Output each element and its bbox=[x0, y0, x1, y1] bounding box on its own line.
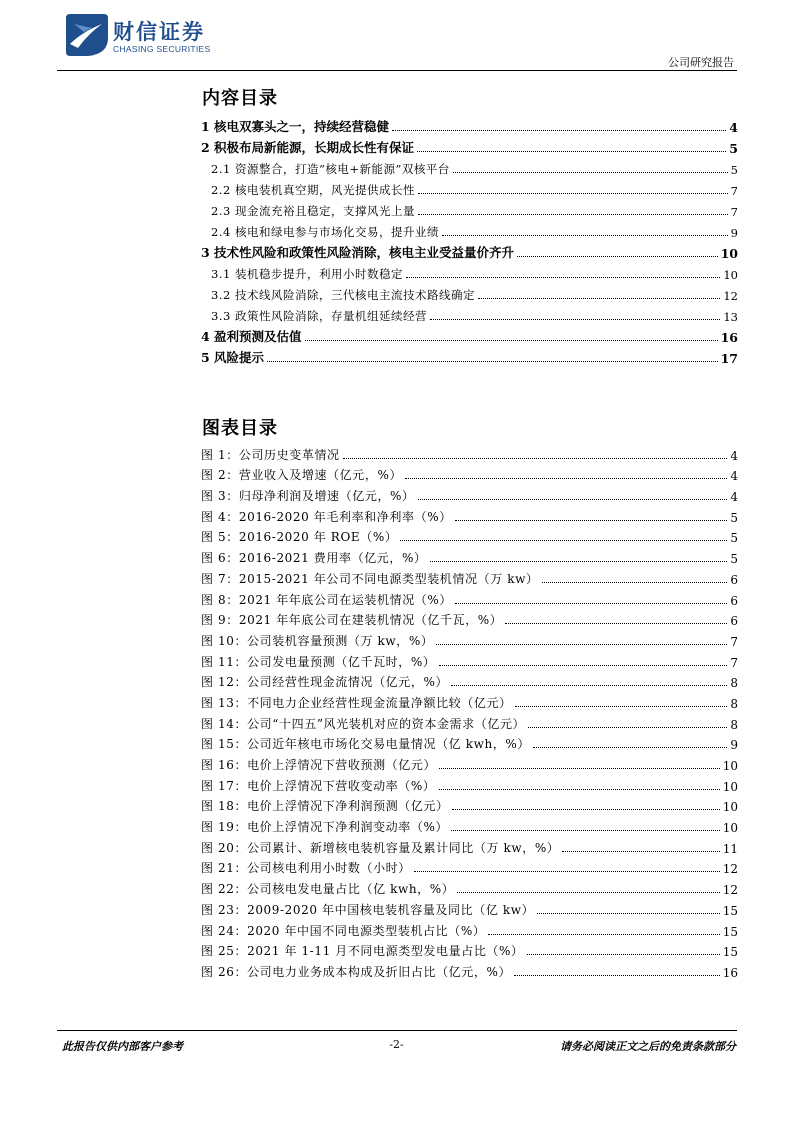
entry-page-number: 5 bbox=[730, 510, 738, 525]
entry-label: 1 核电双寡头之一，持续经营稳健 bbox=[201, 119, 390, 134]
entry-page-number: 12 bbox=[722, 883, 738, 898]
entry-label: 5 风险提示 bbox=[201, 350, 265, 365]
entry-page-number: 7 bbox=[730, 205, 738, 219]
entry-page-number: 6 bbox=[730, 593, 738, 608]
entry-page-number: 12 bbox=[723, 289, 738, 303]
entry-page-number: 8 bbox=[730, 696, 738, 711]
entry-page-number: 5 bbox=[730, 552, 738, 567]
toc-entry[interactable] bbox=[201, 135, 738, 156]
figure-entry[interactable] bbox=[201, 752, 738, 773]
entry-label: 3.1 装机稳步提升，利用小时数稳定 bbox=[211, 267, 403, 281]
dot-leader bbox=[455, 603, 727, 604]
entry-page-number: 10 bbox=[722, 759, 738, 773]
dot-leader bbox=[455, 520, 728, 521]
entry-page-number: 9 bbox=[730, 738, 738, 753]
entry-page-number: 16 bbox=[722, 965, 738, 980]
dot-leader bbox=[451, 685, 727, 686]
figure-entry[interactable] bbox=[201, 732, 738, 753]
figure-entry[interactable] bbox=[201, 918, 738, 939]
figure-entry[interactable] bbox=[201, 649, 738, 670]
entry-label: 图 10：公司装机容量预测（万 kw，%） bbox=[201, 633, 434, 648]
figure-entry[interactable] bbox=[201, 959, 738, 980]
entry-page-number: 7 bbox=[730, 655, 738, 670]
entry-label: 2 积极布局新能源，长期成长性有保证 bbox=[201, 140, 415, 155]
entry-page-number: 8 bbox=[730, 676, 738, 691]
entry-page-number: 6 bbox=[730, 614, 738, 629]
footer-disclaimer-left: 此报告仅供内部客户参考 bbox=[62, 1040, 183, 1053]
entry-label: 图 15：公司近年核电市场化交易电量情况（亿 kwh，%） bbox=[201, 737, 530, 752]
dot-leader bbox=[505, 623, 727, 624]
toc-entry[interactable] bbox=[201, 303, 738, 324]
toc-entry[interactable] bbox=[201, 156, 738, 177]
brand-name-en: CHASING SECURITIES bbox=[113, 44, 211, 54]
figure-entry[interactable] bbox=[201, 463, 738, 484]
entry-label: 3.2 技术线风险消除，三代核电主流技术路线确定 bbox=[211, 288, 475, 302]
dot-leader bbox=[439, 768, 720, 769]
entry-page-number: 10 bbox=[722, 779, 738, 794]
dot-leader bbox=[406, 277, 720, 278]
footer-disclaimer-right: 请务必阅读正文之后的免责条款部分 bbox=[560, 1040, 736, 1053]
entry-label: 图 7：2015-2021 年公司不同电源类型装机情况（万 kw） bbox=[201, 571, 539, 586]
figure-entry[interactable] bbox=[201, 876, 738, 897]
dot-leader bbox=[267, 361, 718, 362]
entry-label: 图 23：2009-2020 年中国核电装机容量及同比（亿 kw） bbox=[201, 902, 535, 917]
dot-leader bbox=[418, 499, 728, 500]
dot-leader bbox=[514, 975, 720, 976]
page-header bbox=[0, 0, 793, 72]
dot-leader bbox=[488, 934, 719, 935]
toc-entry[interactable] bbox=[201, 198, 738, 219]
dot-leader bbox=[439, 665, 728, 666]
dot-leader bbox=[417, 151, 726, 152]
toc-entry[interactable] bbox=[201, 240, 738, 261]
toc-entry[interactable] bbox=[201, 324, 738, 345]
report-type-label: 公司研究报告 bbox=[668, 56, 734, 69]
entry-label: 图 13：不同电力企业经营性现金流量净额比较（亿元） bbox=[201, 695, 512, 710]
figure-entry[interactable] bbox=[201, 525, 738, 546]
dot-leader bbox=[442, 235, 728, 236]
figure-entry[interactable] bbox=[201, 690, 738, 711]
entry-page-number: 5 bbox=[729, 141, 738, 156]
figure-entry[interactable] bbox=[201, 483, 738, 504]
dot-leader bbox=[405, 478, 727, 479]
entry-label: 图 21：公司核电利用小时数（小时） bbox=[201, 861, 411, 876]
figure-entry[interactable] bbox=[201, 856, 738, 877]
entry-label: 图 19：电价上浮情况下净利润变动率（%） bbox=[201, 820, 449, 835]
entry-page-number: 10 bbox=[722, 800, 738, 815]
entry-label: 图 24：2020 年中国不同电源类型装机占比（%） bbox=[201, 923, 486, 938]
toc-entry[interactable] bbox=[201, 219, 738, 240]
toc-entry[interactable] bbox=[201, 114, 738, 135]
entry-page-number: 9 bbox=[730, 226, 738, 240]
entry-label: 3.3 政策性风险消除，存量机组延续经营 bbox=[211, 309, 427, 323]
entry-label: 3 技术性风险和政策性风险消除，核电主业受益量价齐升 bbox=[201, 245, 515, 260]
entry-label: 图 14：公司“十四五”风光装机对应的资本金需求（亿元） bbox=[201, 716, 526, 731]
toc-entry[interactable] bbox=[201, 261, 738, 282]
entry-page-number: 5 bbox=[730, 163, 738, 177]
entry-label: 2.1 资源整合，打造“核电+新能源”双核平台 bbox=[211, 162, 450, 176]
entry-page-number: 4 bbox=[730, 469, 738, 484]
dot-leader bbox=[418, 214, 728, 215]
dot-leader bbox=[527, 954, 720, 955]
figure-entry[interactable] bbox=[201, 814, 738, 835]
dot-leader bbox=[392, 130, 726, 131]
dot-leader bbox=[414, 871, 720, 872]
dot-leader bbox=[439, 789, 720, 790]
contents-list bbox=[201, 114, 738, 366]
figure-entry[interactable] bbox=[201, 835, 738, 856]
dot-leader bbox=[305, 340, 718, 341]
dot-leader bbox=[452, 809, 720, 810]
dot-leader bbox=[418, 193, 728, 194]
figure-entry[interactable] bbox=[201, 566, 738, 587]
figure-entry[interactable] bbox=[201, 794, 738, 815]
entry-label: 图 3：归母净利润及增速（亿元，%） bbox=[201, 489, 415, 504]
entry-page-number: 7 bbox=[730, 634, 738, 649]
dot-leader bbox=[436, 644, 727, 645]
entry-page-number: 13 bbox=[723, 310, 738, 324]
entry-label: 图 8：2021 年年底公司在运装机情况（%） bbox=[201, 592, 453, 607]
entry-label: 图 20：公司累计、新增核电装机容量及累计同比（万 kw，%） bbox=[201, 840, 560, 855]
dot-leader bbox=[400, 540, 727, 541]
figure-entry[interactable] bbox=[201, 939, 738, 960]
entry-label: 图 16：电价上浮情况下营收预测（亿元） bbox=[201, 758, 437, 772]
entry-label: 4 盈利预测及估值 bbox=[201, 329, 302, 344]
entry-page-number: 6 bbox=[730, 572, 738, 587]
entry-label: 图 6：2016-2021 费用率（亿元，%） bbox=[201, 551, 427, 566]
entry-page-number: 16 bbox=[720, 330, 738, 345]
figures-list bbox=[201, 442, 738, 980]
figure-entry[interactable] bbox=[201, 504, 738, 525]
entry-page-number: 4 bbox=[730, 448, 738, 463]
dot-leader bbox=[562, 851, 719, 852]
contents-title: 内容目录 bbox=[202, 88, 278, 109]
entry-page-number: 17 bbox=[720, 351, 738, 366]
figure-entry[interactable] bbox=[201, 670, 738, 691]
entry-page-number: 15 bbox=[722, 924, 738, 939]
entry-label: 图 17：电价上浮情况下营收变动率（%） bbox=[201, 778, 436, 793]
dot-leader bbox=[517, 256, 718, 257]
toc-entry[interactable] bbox=[201, 282, 738, 303]
entry-label: 图 12：公司经营性现金流情况（亿元，%） bbox=[201, 675, 449, 690]
dot-leader bbox=[453, 172, 728, 173]
figure-entry[interactable] bbox=[201, 587, 738, 608]
entry-label: 图 25：2021 年 1-11 月不同电源类型发电量占比（%） bbox=[201, 944, 524, 959]
entry-page-number: 15 bbox=[722, 903, 738, 918]
entry-label: 2.3 现金流充裕且稳定，支撑风光上量 bbox=[211, 204, 415, 218]
dot-leader bbox=[430, 561, 728, 562]
figures-title: 图表目录 bbox=[202, 418, 278, 439]
dot-leader bbox=[343, 458, 728, 459]
entry-page-number: 5 bbox=[730, 531, 738, 546]
toc-entry[interactable] bbox=[201, 345, 738, 366]
entry-label: 图 1：公司历史变革情况 bbox=[201, 447, 340, 462]
figure-entry[interactable] bbox=[201, 711, 738, 732]
entry-page-number: 4 bbox=[729, 120, 738, 135]
entry-page-number: 10 bbox=[722, 821, 738, 836]
footer-divider bbox=[57, 1030, 737, 1031]
footer-page-number: -2- bbox=[389, 1038, 404, 1051]
entry-page-number: 4 bbox=[730, 490, 738, 505]
entry-label: 图 26：公司电力业务成本构成及折旧占比（亿元，%） bbox=[201, 964, 512, 979]
entry-label: 图 2：营业收入及增速（亿元，%） bbox=[201, 468, 403, 483]
entry-label: 图 22：公司核电发电量占比（亿 kwh，%） bbox=[201, 882, 455, 897]
entry-page-number: 10 bbox=[723, 268, 738, 282]
toc-entry[interactable] bbox=[201, 177, 738, 198]
entry-label: 图 5：2016-2020 年 ROE（%） bbox=[201, 530, 398, 545]
entry-label: 2.2 核电装机真空期，风光提供成长性 bbox=[211, 183, 415, 197]
figure-entry[interactable] bbox=[201, 545, 738, 566]
dot-leader bbox=[430, 319, 720, 320]
entry-page-number: 10 bbox=[720, 246, 738, 261]
entry-page-number: 12 bbox=[722, 862, 738, 877]
dot-leader bbox=[451, 830, 720, 831]
figure-entry[interactable] bbox=[201, 628, 738, 649]
dot-leader bbox=[478, 298, 720, 299]
entry-label: 图 11：公司发电量预测（亿千瓦时，%） bbox=[201, 654, 436, 669]
dot-leader bbox=[533, 747, 727, 748]
brand-name-cn: 财信证券 bbox=[113, 20, 205, 44]
entry-label: 图 4：2016-2020 年毛利率和净利率（%） bbox=[201, 509, 452, 524]
figure-entry[interactable] bbox=[201, 773, 738, 794]
entry-page-number: 11 bbox=[722, 841, 738, 856]
entry-label: 图 9：2021 年年底公司在建装机情况（亿千瓦，%） bbox=[201, 613, 503, 628]
dot-leader bbox=[537, 913, 720, 914]
entry-page-number: 15 bbox=[722, 945, 738, 960]
dot-leader bbox=[515, 706, 728, 707]
entry-label: 图 18：电价上浮情况下净利润预测（亿元） bbox=[201, 799, 449, 814]
entry-label: 2.4 核电和绿电参与市场化交易，提升业绩 bbox=[211, 225, 439, 239]
figure-entry[interactable] bbox=[201, 897, 738, 918]
entry-page-number: 8 bbox=[730, 717, 738, 732]
dot-leader bbox=[528, 727, 727, 728]
entry-page-number: 7 bbox=[730, 184, 738, 198]
dot-leader bbox=[542, 582, 728, 583]
company-logo-icon bbox=[62, 14, 108, 56]
header-divider bbox=[57, 70, 737, 71]
figure-entry[interactable] bbox=[201, 608, 738, 629]
figure-entry[interactable] bbox=[201, 442, 738, 463]
dot-leader bbox=[457, 892, 719, 893]
